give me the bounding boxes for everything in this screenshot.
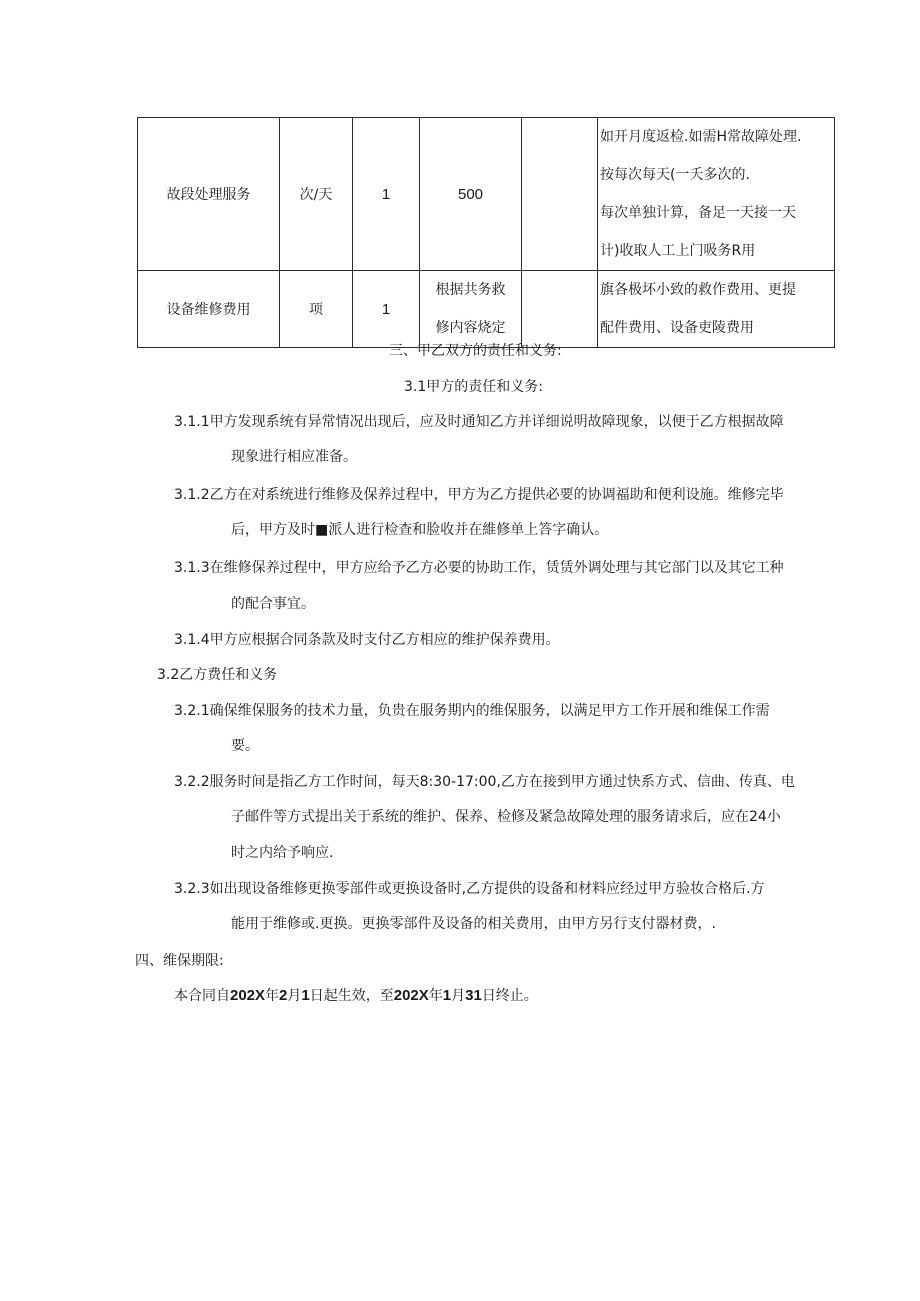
clause-3-1-1: 3.1.1甲方发现系统有异常情况出现后，应及时通知乙方并详细说明故障现象，以便于乙方根据故障 — [174, 414, 784, 430]
end-day: 31 — [465, 987, 482, 1004]
price-line: 根据共务救 — [435, 282, 506, 298]
clause-3-2-2: 3.2.2服务时间是指乙方工作时间，每天8:30-17:00,乙方在接到甲方通过快系方式、信曲、传真、电 — [174, 774, 795, 790]
clause-3-1-4: 3.1.4甲方应根据合同条款及时支付乙方相应的维护保养费用。 — [174, 632, 560, 648]
section-3-title: 三、甲乙双方的责任和义务: — [389, 343, 562, 359]
clause-3-2-1: 3.2.1确保维保服务的技术力量，负贵在服务期内的维保服务，以满足甲方工作开展和维保工作需 — [174, 703, 770, 719]
qty-cell: 1 — [353, 271, 420, 348]
clause-3-1-1-cont: 现象进行相应准备。 — [231, 449, 357, 465]
term-prefix: 本合同自 — [174, 988, 230, 1004]
clause-3-1-3-cont: 的配合事宜。 — [231, 596, 315, 612]
term-sentence — [174, 985, 538, 1005]
section-3-2-title: 3.2乙方费任和义务 — [157, 667, 278, 683]
end-year: 202X — [393, 987, 429, 1004]
price-line: 修内容烧定 — [435, 320, 506, 336]
note-line: 配件费用、设备吏陵费用 — [600, 320, 754, 336]
clause-3-2-3: 3.2.3如出现设备维修更换零部件或更换设备时,乙方提供的设备和材料应经过甲方验妆合格后.方 — [174, 881, 765, 897]
item-cell: 设备维修费用 — [138, 271, 280, 348]
qty-cell: 1 — [353, 118, 420, 271]
clause-3-1-2-cont: 后，甲方及时■派人进行检查和脸收并在維修单上答字确认。 — [231, 522, 609, 538]
unit-cell: 项 — [280, 271, 353, 348]
notes-cell — [598, 271, 835, 348]
clause-3-2-3-cont: 能用于维修或.更换。更换零部件及设备的相关费用，由甲方另行支付器材费，. — [231, 916, 716, 932]
extra-cell — [522, 118, 598, 271]
unit-cell: 次/天 — [280, 118, 353, 271]
term-text: 年 — [265, 988, 280, 1004]
term-text: 月 — [287, 988, 302, 1004]
price-cell: 500 — [420, 118, 522, 271]
note-line: 旗各极坏小致的救作费用、更提 — [600, 282, 796, 298]
note-line: 如开月度返检.如需H常故障处理. — [600, 129, 802, 145]
term-text: 月 — [451, 988, 466, 1004]
extra-cell — [522, 271, 598, 348]
table-row — [138, 118, 835, 271]
start-month: 2 — [279, 987, 288, 1004]
clause-3-2-2-cont2: 时之内给予响应. — [231, 845, 334, 861]
price-cell — [420, 271, 522, 348]
service-fee-table — [137, 117, 835, 348]
notes-cell — [598, 118, 835, 271]
item-cell: 故段处理服务 — [138, 118, 280, 271]
term-text: 日起生效，至 — [309, 988, 394, 1004]
note-line: 每次单独计算，备足一天接一天 — [600, 205, 796, 221]
start-day: 1 — [301, 987, 310, 1004]
clause-3-1-2: 3.1.2乙方在对系统进行维修及保养过程中，甲方为乙方提供必要的协调福助和便利设施。维修完毕 — [174, 487, 784, 503]
section-4-title: 四、维保期限: — [135, 953, 224, 969]
term-text: 日终止。 — [481, 988, 538, 1004]
section-3-1-title: 3.1甲方的责任和义务: — [404, 379, 543, 395]
note-line: 按每次每天(一夭多次的. — [600, 167, 750, 183]
table-row — [138, 271, 835, 348]
note-line: 计)收取人工上门吸务R用 — [600, 243, 756, 259]
end-month: 1 — [442, 987, 452, 1004]
start-year: 202X — [230, 987, 266, 1004]
clause-3-2-2-cont: 子邮件等方式提出关于系统的维护、保养、检修及紧急故障处理的服务请求后，应在24小 — [231, 809, 781, 825]
term-text: 年 — [428, 988, 443, 1004]
clause-3-2-1-cont: 要。 — [231, 738, 259, 754]
clause-3-1-3: 3.1.3在维修保养过程中，甲方应给予乙方必要的协助工作，赁赁外调处理与其它部门以及其它工种 — [174, 560, 784, 576]
